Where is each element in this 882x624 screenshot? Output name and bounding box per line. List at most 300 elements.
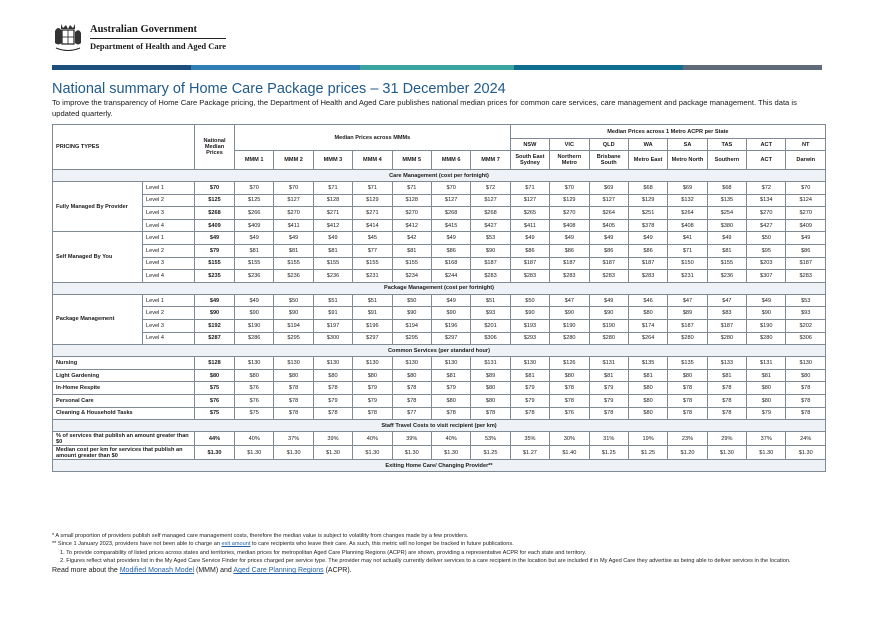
price-cell: $155: [235, 257, 274, 270]
level-label: Level 1: [143, 294, 195, 307]
price-cell: $76: [235, 394, 274, 407]
price-cell: $231: [668, 270, 707, 283]
exit-amount-link[interactable]: exit amount: [221, 541, 251, 548]
section-header: [53, 170, 826, 182]
price-cell: $190: [550, 319, 589, 332]
price-cell: $93: [471, 307, 510, 320]
price-cell: $414: [353, 219, 392, 232]
price-cell: $47: [668, 294, 707, 307]
price-cell: $81: [510, 369, 549, 382]
price-cell: $1.30: [274, 446, 313, 460]
price-cell: $79: [431, 382, 470, 395]
aged-care-planning-regions-link[interactable]: Aged Care Planning Regions: [233, 567, 324, 575]
footnotes: [52, 532, 824, 576]
price-cell: $80: [313, 369, 352, 382]
price-cell: $124: [786, 194, 826, 207]
price-cell: $306: [471, 332, 510, 345]
price-cell: $89: [471, 369, 510, 382]
state-header: WA: [628, 139, 667, 151]
price-cell: $81: [747, 369, 786, 382]
price-cell: $80: [353, 369, 392, 382]
section-header: [53, 282, 826, 294]
national-median-value: $49: [195, 294, 235, 307]
state-header: ACT: [747, 139, 786, 151]
table-row: [53, 219, 826, 232]
price-cell: $280: [550, 332, 589, 345]
footnote-star1: * A small proportion of providers publish self managed care management costs, therefore the median value is subject to volatility from changes made by a few providers.: [52, 533, 469, 539]
section-header: [53, 345, 826, 357]
group-label: Package Management: [53, 294, 143, 344]
table-row: [53, 446, 826, 460]
price-cell: $271: [353, 207, 392, 220]
price-cell: $80: [431, 394, 470, 407]
group-label: Fully Managed By Provider: [53, 182, 143, 232]
mmm-header: MMM 3: [313, 151, 352, 170]
section-title: Common Services (per standard hour): [53, 345, 826, 357]
table-row: [53, 432, 826, 446]
state-header: NT: [786, 139, 826, 151]
price-cell: $1.30: [235, 446, 274, 460]
price-cell: $1.30: [431, 446, 470, 460]
price-cell: $187: [786, 257, 826, 270]
price-cell: $196: [431, 319, 470, 332]
table-row: [53, 294, 826, 307]
price-cell: $78: [707, 407, 746, 420]
price-cell: $174: [628, 319, 667, 332]
state-header: QLD: [589, 139, 628, 151]
price-cell: $70: [431, 182, 470, 195]
page-title: National summary of Home Care Package prices – 31 December 2024: [52, 81, 506, 97]
national-median-value: $79: [195, 244, 235, 257]
price-cell: $80: [628, 382, 667, 395]
price-cell: $90: [550, 307, 589, 320]
price-cell: $50: [392, 294, 431, 307]
price-cell: $196: [353, 319, 392, 332]
mmm-group-header: Median Prices across MMMs: [235, 125, 511, 151]
price-cell: $91: [353, 307, 392, 320]
price-cell: $78: [786, 394, 826, 407]
price-cell: $130: [235, 357, 274, 370]
price-cell: $78: [786, 382, 826, 395]
travel-label: % of services that publish an amount greater than $0: [53, 432, 195, 446]
price-cell: $49: [747, 294, 786, 307]
level-label: Level 2: [143, 194, 195, 207]
price-cell: $1.30: [786, 446, 826, 460]
price-cell: $81: [392, 244, 431, 257]
price-cell: $76: [550, 407, 589, 420]
price-cell: $79: [313, 394, 352, 407]
national-median-value: $155: [195, 257, 235, 270]
price-cell: $79: [510, 382, 549, 395]
price-cell: $427: [471, 219, 510, 232]
price-cell: $280: [747, 332, 786, 345]
price-cell: $81: [274, 244, 313, 257]
region-header: Northern Metro: [550, 151, 589, 170]
price-cell: $271: [313, 207, 352, 220]
price-cell: $131: [471, 357, 510, 370]
price-cell: $80: [786, 369, 826, 382]
price-cell: $128: [392, 194, 431, 207]
price-cell: $280: [589, 332, 628, 345]
price-cell: $270: [392, 207, 431, 220]
price-cell: $75: [235, 407, 274, 420]
price-cell: $86: [628, 244, 667, 257]
section-title: Care Management (cost per fortnight): [53, 170, 826, 182]
price-cell: $77: [353, 244, 392, 257]
price-cell: $270: [550, 207, 589, 220]
price-cell: $126: [550, 357, 589, 370]
price-cell: $70: [786, 182, 826, 195]
price-cell: $265: [510, 207, 549, 220]
price-cell: $86: [786, 244, 826, 257]
price-cell: 24%: [786, 432, 826, 446]
level-label: Level 2: [143, 244, 195, 257]
region-header: Southern: [707, 151, 746, 170]
price-cell: $78: [668, 407, 707, 420]
price-cell: 53%: [471, 432, 510, 446]
price-cell: $300: [313, 332, 352, 345]
price-cell: $78: [313, 382, 352, 395]
price-cell: $72: [471, 182, 510, 195]
table-row: [53, 394, 826, 407]
price-cell: $80: [628, 394, 667, 407]
price-cell: $70: [550, 182, 589, 195]
state-group-header: Median Prices across 1 Metro ACPR per State: [510, 125, 825, 139]
price-cell: $51: [353, 294, 392, 307]
price-cell: $71: [668, 244, 707, 257]
price-cell: $295: [274, 332, 313, 345]
price-cell: $286: [235, 332, 274, 345]
price-cell: $90: [235, 307, 274, 320]
price-cell: $133: [707, 357, 746, 370]
price-cell: $264: [668, 207, 707, 220]
mmm-header: MMM 6: [431, 151, 470, 170]
price-cell: $71: [392, 182, 431, 195]
price-cell: $132: [668, 194, 707, 207]
price-cell: $80: [471, 382, 510, 395]
price-cell: $131: [747, 357, 786, 370]
price-cell: $236: [313, 270, 352, 283]
price-cell: $1.30: [353, 446, 392, 460]
price-cell: $194: [274, 319, 313, 332]
price-cell: $50: [747, 232, 786, 245]
price-cell: $49: [628, 232, 667, 245]
table-row: [53, 244, 826, 257]
price-cell: $127: [431, 194, 470, 207]
price-cell: $76: [235, 382, 274, 395]
price-cell: $78: [431, 407, 470, 420]
price-cell: $51: [313, 294, 352, 307]
region-header: Darwin: [786, 151, 826, 170]
price-cell: $236: [235, 270, 274, 283]
price-cell: $130: [431, 357, 470, 370]
price-cell: $283: [628, 270, 667, 283]
price-cell: 31%: [589, 432, 628, 446]
price-cell: 29%: [707, 432, 746, 446]
region-header: Metro East: [628, 151, 667, 170]
price-cell: 30%: [550, 432, 589, 446]
price-cell: $264: [589, 207, 628, 220]
coat-of-arms-icon: [52, 21, 84, 55]
price-cell: $129: [550, 194, 589, 207]
service-label: In-Home Respite: [53, 382, 195, 395]
price-cell: $90: [747, 307, 786, 320]
price-cell: $197: [313, 319, 352, 332]
price-cell: $187: [550, 257, 589, 270]
price-cell: $187: [707, 319, 746, 332]
price-cell: $42: [392, 232, 431, 245]
price-cell: $168: [431, 257, 470, 270]
national-median-value: $90: [195, 307, 235, 320]
price-cell: $78: [274, 394, 313, 407]
national-median-value: $287: [195, 332, 235, 345]
state-header: TAS: [707, 139, 746, 151]
group-label: Self Managed By You: [53, 232, 143, 282]
price-cell: $1.40: [550, 446, 589, 460]
price-cell: $93: [786, 307, 826, 320]
region-header: Brisbane South: [589, 151, 628, 170]
modified-monash-model-link[interactable]: Modified Monash Model: [119, 567, 195, 575]
price-cell: $1.30: [392, 446, 431, 460]
state-header: SA: [668, 139, 707, 151]
price-cell: $283: [786, 270, 826, 283]
price-cell: 37%: [274, 432, 313, 446]
price-cell: 40%: [235, 432, 274, 446]
level-label: Level 3: [143, 319, 195, 332]
level-label: Level 1: [143, 232, 195, 245]
table-row: [53, 182, 826, 195]
price-cell: $80: [235, 369, 274, 382]
price-cell: $130: [392, 357, 431, 370]
level-label: Level 4: [143, 270, 195, 283]
table-row: [53, 307, 826, 320]
price-cell: $71: [313, 182, 352, 195]
mmm-header: MMM 5: [392, 151, 431, 170]
price-cell: $127: [510, 194, 549, 207]
price-cell: $49: [550, 232, 589, 245]
table-row: [53, 357, 826, 370]
price-cell: $409: [235, 219, 274, 232]
price-cell: $411: [274, 219, 313, 232]
price-cell: $79: [353, 394, 392, 407]
price-cell: $411: [510, 219, 549, 232]
price-cell: $130: [274, 357, 313, 370]
price-cell: $41: [668, 232, 707, 245]
table-row: [53, 232, 826, 245]
price-cell: $95: [747, 244, 786, 257]
price-cell: $68: [628, 182, 667, 195]
price-cell: 40%: [353, 432, 392, 446]
price-cell: $78: [707, 394, 746, 407]
price-cell: $415: [431, 219, 470, 232]
price-cell: 37%: [747, 432, 786, 446]
price-cell: $81: [313, 244, 352, 257]
price-cell: $150: [668, 257, 707, 270]
price-cell: $78: [353, 407, 392, 420]
travel-label: Median cost per km for services that publish an amount greater than $0: [53, 446, 195, 460]
brand-stripe: [52, 65, 822, 70]
price-cell: $79: [589, 382, 628, 395]
price-cell: $295: [392, 332, 431, 345]
national-median-value: $128: [195, 357, 235, 370]
price-cell: $80: [392, 369, 431, 382]
price-cell: $283: [550, 270, 589, 283]
government-header: [52, 18, 226, 58]
service-label: Personal Care: [53, 394, 195, 407]
price-cell: $49: [431, 232, 470, 245]
section-header: [53, 420, 826, 432]
price-cell: $49: [786, 232, 826, 245]
price-cell: $79: [589, 394, 628, 407]
price-cell: $78: [589, 407, 628, 420]
price-cell: $264: [628, 332, 667, 345]
price-cell: $70: [235, 182, 274, 195]
price-cell: $79: [510, 394, 549, 407]
price-cell: $90: [510, 307, 549, 320]
mmm-header: MMM 2: [274, 151, 313, 170]
price-cell: $72: [747, 182, 786, 195]
price-cell: $187: [471, 257, 510, 270]
price-cell: $254: [707, 207, 746, 220]
price-cell: $270: [274, 207, 313, 220]
price-cell: $45: [353, 232, 392, 245]
price-cell: $78: [668, 382, 707, 395]
price-cell: $187: [589, 257, 628, 270]
section-title: Exiting Home Care/ Changing Provider**: [53, 460, 826, 472]
price-cell: $266: [235, 207, 274, 220]
price-cell: $306: [786, 332, 826, 345]
price-cell: $127: [589, 194, 628, 207]
national-median-header: National Median Prices: [195, 125, 235, 170]
price-cell: $79: [747, 407, 786, 420]
table-row: [53, 407, 826, 420]
price-cell: $270: [747, 207, 786, 220]
price-cell: $89: [668, 307, 707, 320]
price-cell: $78: [550, 382, 589, 395]
price-cell: $130: [786, 357, 826, 370]
price-cell: $409: [786, 219, 826, 232]
region-header: Metro North: [668, 151, 707, 170]
price-cell: $49: [431, 294, 470, 307]
table-row: [53, 382, 826, 395]
price-cell: $297: [431, 332, 470, 345]
price-cell: $81: [628, 369, 667, 382]
footnote-2: 2. Figures reflect what providers list in the My Aged Care Service Finder for prices charged per service type. The provider may not actually currently deliver services to a care recipient in the location but are included if in My Aged Care they advertise as being able to deliver services in the location.: [60, 557, 791, 564]
price-cell: $1.25: [589, 446, 628, 460]
price-cell: $190: [589, 319, 628, 332]
footnote-star2: ** Since 1 January 2023, providers have not been able to charge an exit amount to care recipients who leave their care. As such, this metric will no longer be tracked in future publications.: [52, 541, 514, 548]
pricing-table: [52, 124, 826, 472]
price-cell: $86: [431, 244, 470, 257]
price-cell: $78: [668, 394, 707, 407]
price-cell: 23%: [668, 432, 707, 446]
service-label: Nursing: [53, 357, 195, 370]
level-label: Level 1: [143, 182, 195, 195]
national-median-value: $75: [195, 407, 235, 420]
section-header: [53, 460, 826, 472]
price-cell: $69: [668, 182, 707, 195]
government-name: Australian Government: [90, 24, 198, 35]
price-cell: $80: [274, 369, 313, 382]
price-cell: $231: [353, 270, 392, 283]
national-median-value: $76: [195, 394, 235, 407]
price-cell: $90: [392, 307, 431, 320]
price-cell: $128: [313, 194, 352, 207]
national-median-value: $235: [195, 270, 235, 283]
price-cell: $49: [235, 294, 274, 307]
price-cell: $155: [274, 257, 313, 270]
pricing-types-header: PRICING TYPES: [53, 125, 195, 170]
service-label: Light Gardening: [53, 369, 195, 382]
price-cell: 39%: [392, 432, 431, 446]
price-cell: 19%: [628, 432, 667, 446]
price-cell: $194: [392, 319, 431, 332]
mmm-header: MMM 1: [235, 151, 274, 170]
price-cell: $427: [747, 219, 786, 232]
price-cell: $155: [707, 257, 746, 270]
price-cell: $293: [510, 332, 549, 345]
price-cell: $79: [353, 382, 392, 395]
price-cell: $81: [589, 369, 628, 382]
level-label: Level 3: [143, 207, 195, 220]
price-cell: $155: [353, 257, 392, 270]
price-cell: $80: [747, 394, 786, 407]
table-row: [53, 332, 826, 345]
state-header: NSW: [510, 139, 549, 151]
price-cell: $408: [668, 219, 707, 232]
price-cell: $203: [747, 257, 786, 270]
level-label: Level 2: [143, 307, 195, 320]
price-cell: $135: [668, 357, 707, 370]
national-median-value: $268: [195, 207, 235, 220]
price-cell: $86: [589, 244, 628, 257]
footnote-1: 1. To provide comparability of listed prices across states and territories, median prices for metropolitan Aged Care Planning Regions (ACPR) are shown, providing a representative ACPR for each state and territory.: [60, 549, 587, 556]
price-cell: $78: [392, 382, 431, 395]
level-label: Level 3: [143, 257, 195, 270]
price-cell: $1.27: [510, 446, 549, 460]
price-cell: $283: [471, 270, 510, 283]
price-cell: $80: [550, 369, 589, 382]
price-cell: $155: [392, 257, 431, 270]
price-cell: $412: [392, 219, 431, 232]
price-cell: $268: [431, 207, 470, 220]
price-cell: $78: [313, 407, 352, 420]
service-label: Cleaning & Household Tasks: [53, 407, 195, 420]
price-cell: $81: [235, 244, 274, 257]
price-cell: $130: [510, 357, 549, 370]
price-cell: $78: [510, 407, 549, 420]
price-cell: $405: [589, 219, 628, 232]
mmm-header: MMM 7: [471, 151, 510, 170]
price-cell: $190: [235, 319, 274, 332]
price-cell: $280: [668, 332, 707, 345]
price-cell: $1.25: [471, 446, 510, 460]
price-cell: $297: [353, 332, 392, 345]
price-cell: $80: [668, 369, 707, 382]
national-median-value: $70: [195, 182, 235, 195]
mmm-header: MMM 4: [353, 151, 392, 170]
price-cell: $90: [589, 307, 628, 320]
price-cell: $190: [747, 319, 786, 332]
price-cell: $1.30: [747, 446, 786, 460]
price-cell: $280: [707, 332, 746, 345]
level-label: Level 4: [143, 219, 195, 232]
price-cell: $86: [510, 244, 549, 257]
price-cell: $81: [707, 369, 746, 382]
read-more: Read more about the Modified Monash Model (MMM) and Aged Care Planning Regions (ACPR).: [52, 567, 352, 575]
national-median-value: 44%: [195, 432, 235, 446]
price-cell: $187: [510, 257, 549, 270]
